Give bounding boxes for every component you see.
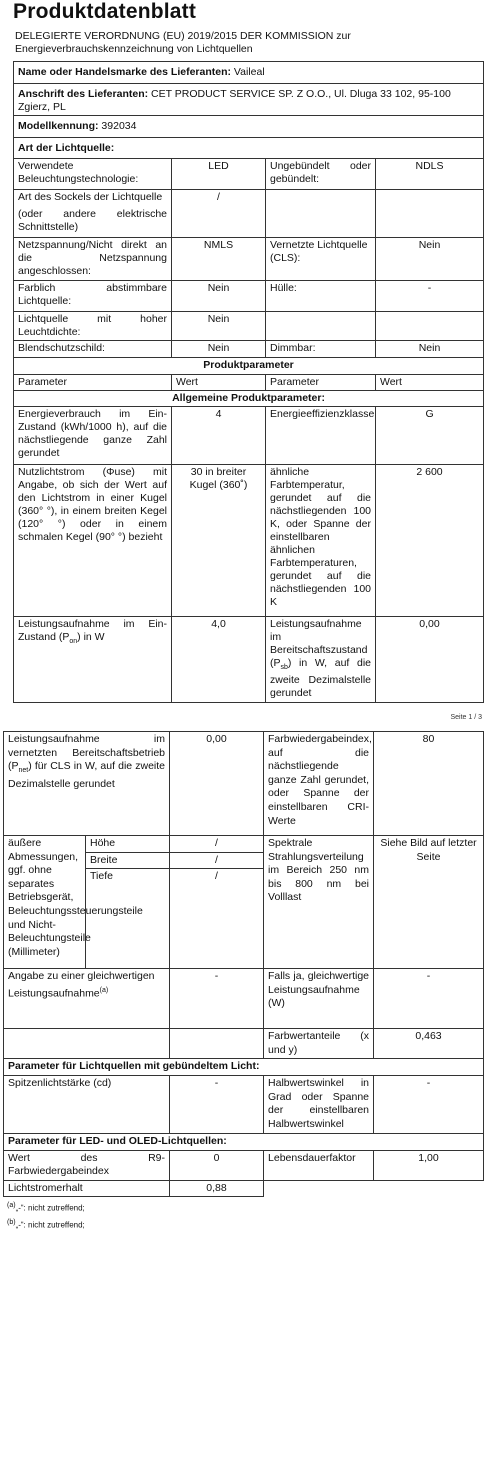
r9-value: 0 — [170, 1150, 264, 1180]
product-params-heading-row — [14, 358, 484, 375]
lightsource-type-heading: Art der Lichtquelle: — [14, 138, 484, 159]
chromaticity-label: Farbwertanteile (x und y) — [264, 1029, 374, 1059]
dimmable-label: Dimmbar: — [266, 341, 376, 358]
glare-value: Nein — [172, 341, 266, 358]
lumen-maintenance-label: Lichtstromerhalt — [4, 1180, 170, 1197]
chromaticity-empty-2 — [170, 1029, 264, 1059]
depth-value: / — [170, 869, 264, 969]
on-mode-power-value: 4,0 — [172, 617, 266, 703]
equivalent-power-value: - — [170, 969, 264, 1029]
mains-label: Netzspannung/Nicht direkt an die Netzspannung angeschlossen: — [14, 238, 172, 281]
colour-tuneable-row — [14, 281, 484, 312]
power-row — [14, 617, 484, 703]
equivalent-power-row — [4, 969, 484, 1029]
survival-factor-value: 1,00 — [374, 1150, 484, 1180]
peak-intensity-label: Spitzenlichtstärke (cd) — [4, 1075, 170, 1133]
width-value: / — [170, 852, 264, 869]
cri-value: 80 — [374, 732, 484, 836]
spectral-value: Siehe Bild auf letzter Seite — [374, 836, 484, 969]
supplier-name-label: Name oder Handelsmarke des Lieferanten: — [18, 66, 231, 78]
directional-heading-row — [4, 1059, 484, 1076]
energy-consumption-label: Energieverbrauch im Ein-Zustand (kWh/1000 h), auf die nächstliegende ganze Zahl gerundet — [14, 407, 172, 465]
peak-intensity-value: - — [170, 1075, 264, 1133]
unbundled-value: NDLS — [376, 159, 484, 190]
col-header-value: Wert — [172, 375, 266, 391]
beam-angle-value: - — [374, 1075, 484, 1133]
hld-empty-cell-2 — [376, 312, 484, 341]
glare-row — [14, 341, 484, 358]
model-label: Modellkennung: — [18, 120, 99, 132]
colour-tuneable-value: Nein — [172, 281, 266, 312]
r9-label: Wert des R9-Farbwiedergabeindex — [4, 1150, 170, 1180]
regulation-subtitle — [13, 30, 483, 56]
useful-flux-value: 30 in breiter Kugel (360˚) — [172, 465, 266, 617]
high-luminance-value: Nein — [172, 312, 266, 341]
socket-label: Art des Sockels der Lichtquelle — [18, 191, 163, 203]
standby-power-label: Leistungsaufnahme im Bereitschaftszustand $(P_{sb})$ in W, auf die zweite Dezimalstelle gerundet — [266, 617, 376, 703]
chromaticity-empty — [4, 1029, 170, 1059]
lumen-maintenance-row — [4, 1180, 484, 1197]
equivalent-power-if-value: - — [374, 969, 484, 1029]
socket-value: / — [172, 190, 266, 238]
subtitle-line-1: DELEGIERTE VERORDNUNG (EU) 2019/2015 DER KOMMISSION zur — [15, 30, 351, 42]
mains-value: NMLS — [172, 238, 266, 281]
peak-intensity-row — [4, 1075, 484, 1133]
glare-label: Blendschutzschild: — [14, 341, 172, 358]
energy-row — [14, 407, 484, 465]
equivalent-power-label: Angabe zu einer gleichwertigen Leistungsaufnahme$^{(a)}$ — [4, 969, 170, 1029]
dimensions-label: äußere Abmessungen, ggf. ohne separates Betriebsgerät, Beleuchtungssteuerungsteile und Nicht-Beleuchtungsteile (Millimeter) — [4, 836, 86, 969]
r9-row — [4, 1150, 484, 1180]
page-two — [3, 731, 483, 1231]
socket-label-extra: (oder andere elektrische Schnittstelle) — [18, 208, 167, 233]
led-heading: Parameter für LED- und OLED-Lichtquellen: — [4, 1133, 484, 1150]
directional-heading: Parameter für Lichtquellen mit gebündeltem Licht: — [4, 1059, 484, 1076]
width-label: Breite — [86, 852, 170, 869]
shell-label: Hülle: — [266, 281, 376, 312]
colour-tuneable-label: Farblich abstimmbare Lichtquelle: — [14, 281, 172, 312]
cct-value: 2 600 — [376, 465, 484, 617]
general-params-heading-row — [14, 391, 484, 407]
depth-label: Tiefe — [86, 869, 170, 969]
on-mode-power-label: Leistungsaufnahme im Ein-Zustand $(P_{on})$ in W — [14, 617, 172, 703]
chromaticity-row — [4, 1029, 484, 1059]
maintenance-empty — [264, 1180, 484, 1197]
col-header-value-2: Wert — [376, 375, 484, 391]
hld-empty-cell — [266, 312, 376, 341]
socket-empty-cell — [266, 190, 376, 238]
footnote-b: $^{(b)}$„-“: nicht zutreffend; — [7, 1219, 85, 1230]
page-one — [13, 0, 483, 703]
flux-row — [14, 465, 484, 617]
networked-standby-row — [4, 732, 484, 836]
useful-flux-label: Nutzlichtstrom (Φuse) mit Angabe, ob sich der Wert auf den Lichtstrom in einer Kugel (360° °), in einem breiten Kegel (120° °) oder in einem schmalen Kegel (90° °) bezieht — [14, 465, 172, 617]
cri-label: Farbwiedergabeindex, auf die nächstliegende ganze Zahl gerundet, oder Spanne der einstellbaren CRI-Werte — [264, 732, 374, 836]
socket-row — [14, 190, 484, 238]
energy-consumption-value: 4 — [172, 407, 266, 465]
column-header-row — [14, 375, 484, 391]
high-luminance-label: Lichtquelle mit hoher Leuchtdichte: — [14, 312, 172, 341]
mains-row — [14, 238, 484, 281]
subtitle-line-2: Energieverbrauchskennzeichnung von Lichtquellen — [15, 43, 253, 55]
main-datasheet-table — [13, 61, 484, 703]
supplier-name-value: Vaileal — [233, 66, 265, 78]
energy-class-label: Energieeffizienzklasse — [266, 407, 376, 465]
cls-label: Vernetzte Lichtquelle (CLS): — [266, 238, 376, 281]
second-datasheet-table — [3, 731, 484, 1197]
lumen-maintenance-value: 0,88 — [170, 1180, 264, 1197]
lightsource-type-heading-row — [14, 138, 484, 159]
col-header-parameter-2: Parameter — [266, 375, 376, 391]
standby-power-value: 0,00 — [376, 617, 484, 703]
networked-standby-label: Leistungsaufnahme im vernetzten Bereitschaftsbetrieb $(P_{net})$ für CLS in W, auf die zweite Dezimalstelle gerundet — [4, 732, 170, 836]
spectral-label: Spektrale Strahlungsverteilung im Bereich 250 nm bis 800 nm bei Volllast — [264, 836, 374, 969]
energy-class-value: G — [376, 407, 484, 465]
unbundled-label: Ungebündelt oder gebündelt: — [266, 159, 376, 190]
socket-empty-cell-2 — [376, 190, 484, 238]
shell-value: - — [376, 281, 484, 312]
model-value: 392034 — [101, 120, 137, 132]
model-row — [14, 116, 484, 138]
supplier-address-row — [14, 84, 484, 116]
height-label: Höhe — [86, 836, 170, 853]
page-number: Seite 1 / 3 — [450, 714, 482, 721]
technology-value: LED — [172, 159, 266, 190]
supplier-address-label: Anschrift des Lieferanten: — [18, 88, 149, 100]
technology-row — [14, 159, 484, 190]
col-header-parameter: Parameter — [14, 375, 172, 391]
product-params-heading: Produktparameter — [14, 358, 484, 375]
dimmable-value: Nein — [376, 341, 484, 358]
footnote-a: $^{(a)}$„-“: nicht zutreffend; — [7, 1202, 85, 1213]
supplier-name-row — [14, 62, 484, 84]
survival-factor-label: Lebensdauerfaktor — [264, 1150, 374, 1180]
technology-label: Verwendete Beleuchtungstechnologie: — [14, 159, 172, 190]
dimensions-row-height — [4, 836, 484, 853]
beam-angle-label: Halbwertswinkel in Grad oder Spanne der einstellbaren Halbwertswinkel — [264, 1075, 374, 1133]
networked-standby-value: 0,00 — [170, 732, 264, 836]
equivalent-power-if-label: Falls ja, gleichwertige Leistungsaufnahme (W) — [264, 969, 374, 1029]
general-params-heading: Allgemeine Produktparameter: — [14, 391, 484, 407]
supplier-address-value: CET PRODUCT SERVICE SP. Z O.O., Ul. Dluga 33 102, 95-100 Zgierz, PL — [18, 88, 451, 113]
cct-label: ähnliche Farbtemperatur, gerundet auf die nächstliegenden 100 K, oder Spanne der einstellbaren ähnlichen Farbtemperaturen, gerundet auf die nächstliegenden 100 K — [266, 465, 376, 617]
led-heading-row — [4, 1133, 484, 1150]
high-luminance-row — [14, 312, 484, 341]
cls-value: Nein — [376, 238, 484, 281]
chromaticity-value: 0,463 — [374, 1029, 484, 1059]
document-title: Produktdatenblatt — [13, 0, 197, 23]
height-value: / — [170, 836, 264, 853]
